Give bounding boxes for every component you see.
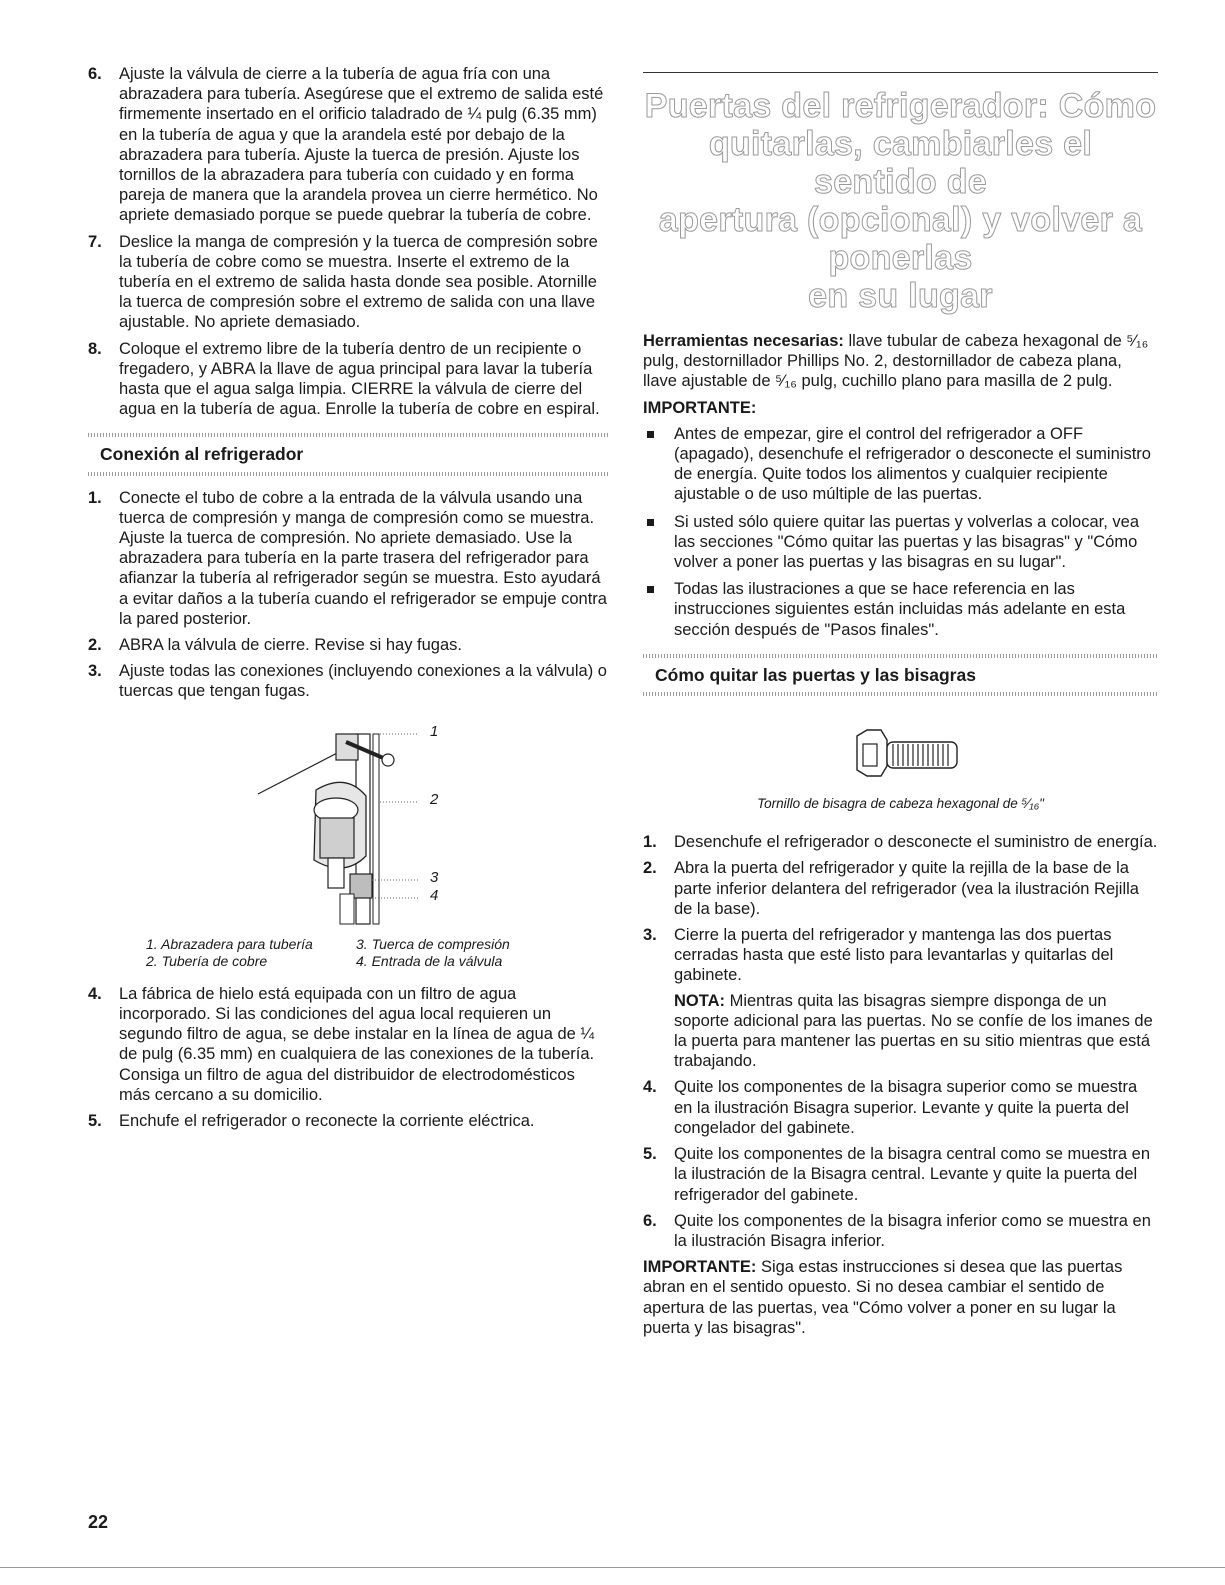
step-text: La fábrica de hielo está equipada con un filtro de agua incorporado. Si las condiciones del agua local requieren un segundo filtro de agua, se debe instalar en la línea de agua de ¼ de pulg (6.35 mm) en cualquiera de las conexiones de la tubería. Consiga un filtro de agua del distribuidor de electrodomésticos más cercano a su domicilio. <box>119 984 595 1104</box>
title-divider <box>643 72 1158 73</box>
step-text <box>674 925 1158 1071</box>
bullet-square-icon <box>647 519 654 526</box>
note-label: NOTA: <box>674 991 726 1010</box>
step-number: 6. <box>643 1211 657 1230</box>
caption-item: 3. Tuerca de compresión <box>356 935 510 952</box>
step-text: Deslice la manga de compresión y la tuerca de compresión sobre la tubería de cobre como se muestra. Inserte el extremo de la tubería en el extremo de salida hasta donde sea posible. Atornille la tuerca de compresión sobre el extremo de salida con una llave ajustable. No apriete demasiado. <box>119 232 598 332</box>
list-item <box>643 925 1158 1071</box>
list-item <box>88 1111 610 1131</box>
valve-figure <box>88 712 610 932</box>
title-line: apertura (opcional) y volver a ponerlas <box>658 201 1143 277</box>
step-number: 3. <box>88 662 102 681</box>
note-text: Mientras quita las bisagras siempre disponga de un soporte adicional para las puertas. No se confíe de los imanes de la puerta para mantener las puertas en su sitio mientras que está trabajando. <box>674 991 1153 1071</box>
list-item <box>88 661 610 701</box>
step-text: Enchufe el refrigerador o reconecte la corriente eléctrica. <box>119 1111 535 1130</box>
list-item <box>88 635 610 655</box>
step-number: 6. <box>88 65 102 83</box>
list-item <box>88 64 610 226</box>
bullet-square-icon <box>647 431 654 438</box>
remove-steps-list <box>643 832 1158 1251</box>
list-item <box>643 1211 1158 1251</box>
steps-list-c <box>88 984 610 1131</box>
list-item <box>643 858 1158 919</box>
final-important-text: Siga estas instrucciones si desea que las puertas abran en el sentido opuesto. Si no desea cambiar el sentido de apertura de las puertas, vea "Cómo volver a poner en su lugar la puerta y las bisagras". <box>643 1258 1123 1337</box>
steps-list-b <box>88 488 610 702</box>
callout-4: 4 <box>430 886 439 904</box>
list-item <box>643 424 1158 505</box>
step-text-main: Cierre la puerta del refrigerador y mantenga las dos puertas cerradas hasta que esté listo para levantarlas y quitarlas del gabinete. <box>674 926 1114 985</box>
hex-screw-icon <box>643 708 1158 794</box>
right-column <box>643 64 1158 1342</box>
step-text: Ajuste todas las conexiones (incluyendo conexiones a la válvula) o tuercas que tengan fugas. <box>119 662 607 701</box>
tools-text: llave tubular de cabeza hexagonal de ⁵⁄₁₆ pulg, destornillador Phillips No. 2, destornillador de cabeza plana, llave ajustable de ⁵⁄₁₆ pulg, cuchillo plano para masilla de 2 pulg. <box>643 332 1149 391</box>
tools-label: Herramientas necesarias: <box>643 332 844 350</box>
note-block <box>674 991 1158 1072</box>
valve-figure-caption <box>146 936 610 970</box>
callout-3: 3 <box>430 868 439 886</box>
step-text: Desenchufe el refrigerador o desconecte el suministro de energía. <box>674 833 1158 852</box>
step-text: Quite los componentes de la bisagra inferior como se muestra en la ilustración Bisagra inferior. <box>674 1211 1151 1250</box>
callout-1: 1 <box>430 722 439 740</box>
important-heading: IMPORTANTE: <box>643 398 757 417</box>
section-heading-remove-doors: Cómo quitar las puertas y las bisagras <box>643 654 1158 696</box>
step-number: 1. <box>88 488 102 507</box>
list-item <box>643 1077 1158 1138</box>
valve-illustration <box>88 712 610 932</box>
step-number: 2. <box>88 636 102 655</box>
step-number: 4. <box>643 1078 657 1097</box>
step-text: ABRA la válvula de cierre. Revise si hay fugas. <box>119 636 462 655</box>
bullet-square-icon <box>647 586 654 593</box>
final-important-paragraph <box>643 1257 1158 1338</box>
caption-item: 2. Tubería de cobre <box>146 952 268 969</box>
step-number: 5. <box>643 1145 657 1164</box>
page-title <box>643 87 1158 315</box>
caption-item: 4. Entrada de la válvula <box>356 952 503 969</box>
list-item <box>88 984 610 1105</box>
step-text: Quite los componentes de la bisagra central como se muestra en la ilustración de la Bisagra central. Levante y quite la puerta del refrigerador del gabinete. <box>674 1145 1151 1204</box>
list-item <box>643 832 1158 852</box>
step-number: 8. <box>88 339 102 358</box>
title-line: Puertas del refrigerador: Cómo <box>644 87 1157 125</box>
caption-item: 1. Abrazadera para tubería <box>146 935 313 952</box>
step-number: 4. <box>88 984 102 1003</box>
step-number: 2. <box>643 859 657 878</box>
bullet-text: Todas las ilustraciones a que se hace referencia en las instrucciones siguientes están incluidas más adelante en esta sección después de "Pasos finales". <box>674 580 1126 639</box>
list-item <box>88 488 610 629</box>
step-text: Abra la puerta del refrigerador y quite la rejilla de la base de la parte inferior delantera del refrigerador (vea la ilustración Rejilla de la base). <box>674 859 1139 918</box>
step-number: 7. <box>88 232 102 251</box>
list-item <box>643 512 1158 573</box>
final-important-label: IMPORTANTE: <box>643 1258 757 1277</box>
step-text: Quite los componentes de la bisagra superior como se muestra en la ilustración Bisagra superior. Levante y quite la puerta del congelador del gabinete. <box>674 1078 1138 1137</box>
bottom-divider <box>0 1567 1225 1568</box>
screw-figure <box>643 708 1158 794</box>
bullet-text: Si usted sólo quiere quitar las puertas y volverlas a colocar, vea las secciones "Cómo quitar las puertas y las bisagras" y "Cómo volver a poner las puertas y las bisagras en su lugar". <box>674 512 1139 572</box>
list-item <box>88 232 610 333</box>
bullet-text: Antes de empezar, gire el control del refrigerador a OFF (apagado), desenchufe el refrigerador o desconecte el suministro de energía. Quite todos los alimentos y cualquier recipiente ajustable o de uso múltiple de las puertas. <box>674 424 1151 504</box>
callout-2: 2 <box>430 790 439 808</box>
list-item <box>643 579 1158 640</box>
step-number: 5. <box>88 1111 102 1130</box>
tools-paragraph <box>643 331 1158 392</box>
title-line: quitarlas, cambiarles el sentido de <box>708 125 1093 201</box>
title-line: en su lugar <box>808 277 993 315</box>
step-number: 3. <box>643 926 657 945</box>
screw-caption: Tornillo de bisagra de cabeza hexagonal de ⁵⁄₁₆" <box>757 796 1044 812</box>
left-column <box>88 64 610 1137</box>
step-number: 1. <box>643 833 657 852</box>
important-bullets <box>643 424 1158 640</box>
page-number: 22 <box>88 1512 109 1532</box>
step-text: Conecte el tubo de cobre a la entrada de la válvula usando una tuerca de compresión y manga de compresión como se muestra. Ajuste la tuerca de compresión. No apriete demasiado. Use la abrazadera para tubería en la parte trasera del refrigerador para afianzar la tubería al refrigerador según se muestra. Esto ayudará a evitar daños a la tubería cuando el refrigerador se empuje contra la pared posterior. <box>119 488 607 628</box>
step-text: Coloque el extremo libre de la tubería dentro de un recipiente o fregadero, y ABRA la llave de agua principal para lavar la tubería hasta que el agua salga limpia. CIERRE la válvula de cierre del agua en la tubería de agua. Enrolle la tubería de cobre en espiral. <box>119 339 600 419</box>
section-heading-connection: Conexión al refrigerador <box>88 433 610 475</box>
steps-list-a <box>88 64 610 419</box>
list-item <box>643 1144 1158 1205</box>
step-text: Ajuste la válvula de cierre a la tubería de agua fría con una abrazadera para tubería. Asegúrese que el extremo de salida esté firmemente insertado en el orificio taladrado de ¼ pulg (6.35 mm) en la tubería de agua y que la arandela esté por debajo de la abrazadera para tubería. Ajuste la tuerca de presión. Ajuste los tornillos de la abrazadera para tubería con cuidado y en forma pareja de manera que la arandela provea un cierre hermético. No apriete demasiado porque se puede quebrar la tubería de cobre. <box>119 65 604 225</box>
list-item <box>88 339 610 420</box>
